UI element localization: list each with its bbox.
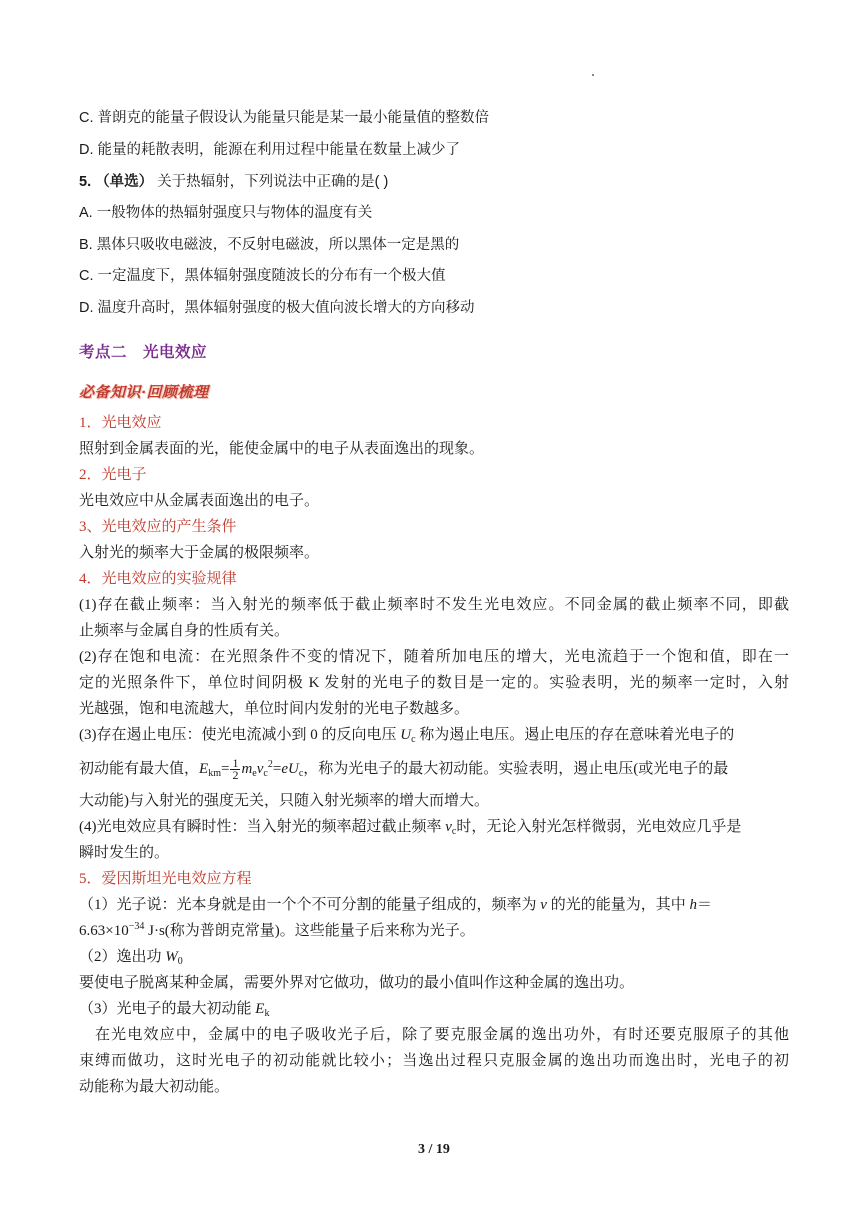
section-title: 考点二 光电效应 xyxy=(79,344,208,361)
eq-equals: = xyxy=(220,760,230,777)
rule-3-text-2: 初动能有最大值， xyxy=(79,760,200,777)
eq-equals-2: = xyxy=(272,760,282,777)
symbol-nu: ν xyxy=(445,819,452,835)
max-kinetic-label: （3）光电子的最大初动能 xyxy=(79,1001,256,1017)
rule-4-text: (4)光电效应具有瞬时性：当入射光的频率超过截止频率 xyxy=(79,819,446,835)
knowledge-banner: 必备知识·回顾梳理 xyxy=(79,384,209,401)
question-number: 5. xyxy=(79,174,92,190)
heading-photoelectric-effect: 1．光电效应 xyxy=(79,415,162,431)
eq-e-charge: e xyxy=(281,760,288,777)
max-kinetic-heading xyxy=(79,999,269,1021)
rule-1-line-1: (1)存在截止频率：当入射光的频率低于截止频率时不发生光电效应。不同金属的截止频率不同，即截 xyxy=(79,597,789,613)
heading-photoelectron: 2．光电子 xyxy=(79,467,147,483)
option-c-q5: C. 一定温度下，黑体辐射强度随波长的分布有一个极大值 xyxy=(79,268,446,284)
speck-mark xyxy=(592,74,594,76)
photon-theory-line-2 xyxy=(79,921,475,943)
rule-2-line-2: 定的光照条件下，单位时间阴极 K 发射的光电子的数目是一定的。实验表明，光的频率一定时，入射 xyxy=(79,675,789,691)
eq-km: km xyxy=(208,767,221,779)
symbol-u: U xyxy=(400,727,412,743)
rule-4-line-2: 瞬时发生的。 xyxy=(79,845,170,861)
option-b-q5: B. 黑体只吸收电磁波，不反射电磁波，所以黑体一定是黑的 xyxy=(79,237,460,253)
eq-sub-c: c xyxy=(263,767,268,779)
photon-text-mid: 的光的能量为，其中 xyxy=(546,897,690,913)
planck-value: 6.63×10 xyxy=(79,923,129,939)
work-function-label: （2）逸出功 xyxy=(79,949,166,965)
eq-sub-c-2: c xyxy=(298,767,304,779)
eq-m: m xyxy=(241,760,253,777)
question-5 xyxy=(79,172,388,192)
eq-square: 2 xyxy=(267,758,273,770)
eq-u: U xyxy=(288,760,299,777)
paragraph-photoelectron: 光电效应中从金属表面逸出的电子。 xyxy=(79,493,320,509)
photon-text: （1）光子说：光本身就是由一个个不可分割的能量子组成的，频率为 xyxy=(79,897,541,913)
question-text: 关于热辐射，下列说法中正确的是( ) xyxy=(157,174,389,190)
rule-4-text-cont: 时，无论入射光怎样微弱，光电效应几乎是 xyxy=(456,819,742,835)
heading-conditions: 3、光电效应的产生条件 xyxy=(79,519,237,535)
option-d-q5: D. 温度升高时，黑体辐射强度的极大值向波长增大的方向移动 xyxy=(79,300,475,316)
subscript-c: c xyxy=(411,734,416,745)
work-function-paragraph: 要使电子脱离某种金属，需要外界对它做功，做功的最小值叫作这种金属的逸出功。 xyxy=(79,975,635,991)
photon-theory-line-1 xyxy=(79,895,712,915)
rule-4-line-1 xyxy=(79,817,741,839)
symbol-e: E xyxy=(255,1001,265,1017)
question-type: （单选） xyxy=(95,174,154,190)
frac-num: 1 xyxy=(232,756,239,770)
planck-text: J·s(称为普朗克常量)。这些能量子后来称为光子。 xyxy=(144,923,475,939)
option-a-q5: A. 一般物体的热辐射强度只与物体的温度有关 xyxy=(79,205,373,221)
rule-3-text: (3)存在遏止电压：使光电流减小到 0 的反向电压 xyxy=(79,727,401,743)
subscript-0: 0 xyxy=(177,956,183,967)
frac-den: 2 xyxy=(232,768,239,782)
rule-3-text-cont: 称为遏止电压。遏止电压的存在意味着光电子的 xyxy=(415,727,735,743)
rule-1-line-2: 止频率与金属自身的性质有关。 xyxy=(79,623,290,639)
rule-3-line-2 xyxy=(79,758,728,781)
eq-e: E xyxy=(199,760,209,777)
option-d-q4: D. 能量的耗散表明，能源在利用过程中能量在数量上减少了 xyxy=(79,142,461,158)
symbol-nu-2: ν xyxy=(540,897,547,913)
rule-2-line-3: 光越强，饱和电流越大，单位时间内发射的光电子数越多。 xyxy=(79,701,470,717)
symbol-h: h xyxy=(689,897,697,913)
heading-experimental-laws: 4．光电效应的实验规律 xyxy=(79,571,237,587)
fraction-half xyxy=(230,758,240,781)
subscript-k: k xyxy=(264,1008,270,1019)
photon-equals: ＝ xyxy=(696,897,712,913)
subscript-c-nu: c xyxy=(451,826,457,837)
eq-v: v xyxy=(256,760,264,777)
max-kinetic-line-1: 在光电效应中，金属中的电子吸收光子后，除了要克服金属的逸出功外，有时还要克服原子的其他 xyxy=(95,1027,789,1043)
rule-3-line-3: 大动能)与入射光的强度无关，只随入射光频率的增大而增大。 xyxy=(79,793,489,809)
heading-einstein-equation: 5．爱因斯坦光电效应方程 xyxy=(79,871,252,887)
rule-2-line-1: (2)存在饱和电流：在光照条件不变的情况下，随着所加电压的增大，光电流趋于一个饱和值，即在一 xyxy=(79,649,789,665)
work-function-heading xyxy=(79,947,183,969)
max-kinetic-line-3: 动能称为最大初动能。 xyxy=(79,1079,230,1095)
page-number: 3 / 19 xyxy=(418,1142,450,1157)
kinetic-energy-equation xyxy=(199,756,304,782)
planck-exponent: −34 xyxy=(128,921,145,932)
rule-3-text-3: ，称为光电子的最大初动能。实验表明，遏止电压(或光电子的最 xyxy=(303,760,729,777)
eq-sub-e: e xyxy=(252,767,257,779)
option-c-q4: C. 普朗克的能量子假设认为能量只能是某一最小能量值的整数倍 xyxy=(79,110,490,126)
paragraph-conditions: 入射光的频率大于金属的极限频率。 xyxy=(79,545,320,561)
max-kinetic-line-2: 束缚而做功，这时光电子的初动能就比较小；当逸出过程只克服金属的逸出功而逸出时，光电子的初 xyxy=(79,1053,789,1069)
paragraph-photoelectric-effect: 照射到金属表面的光，能使金属中的电子从表面逸出的现象。 xyxy=(79,441,485,457)
rule-3-line-1 xyxy=(79,725,734,747)
symbol-w: W xyxy=(165,949,178,965)
